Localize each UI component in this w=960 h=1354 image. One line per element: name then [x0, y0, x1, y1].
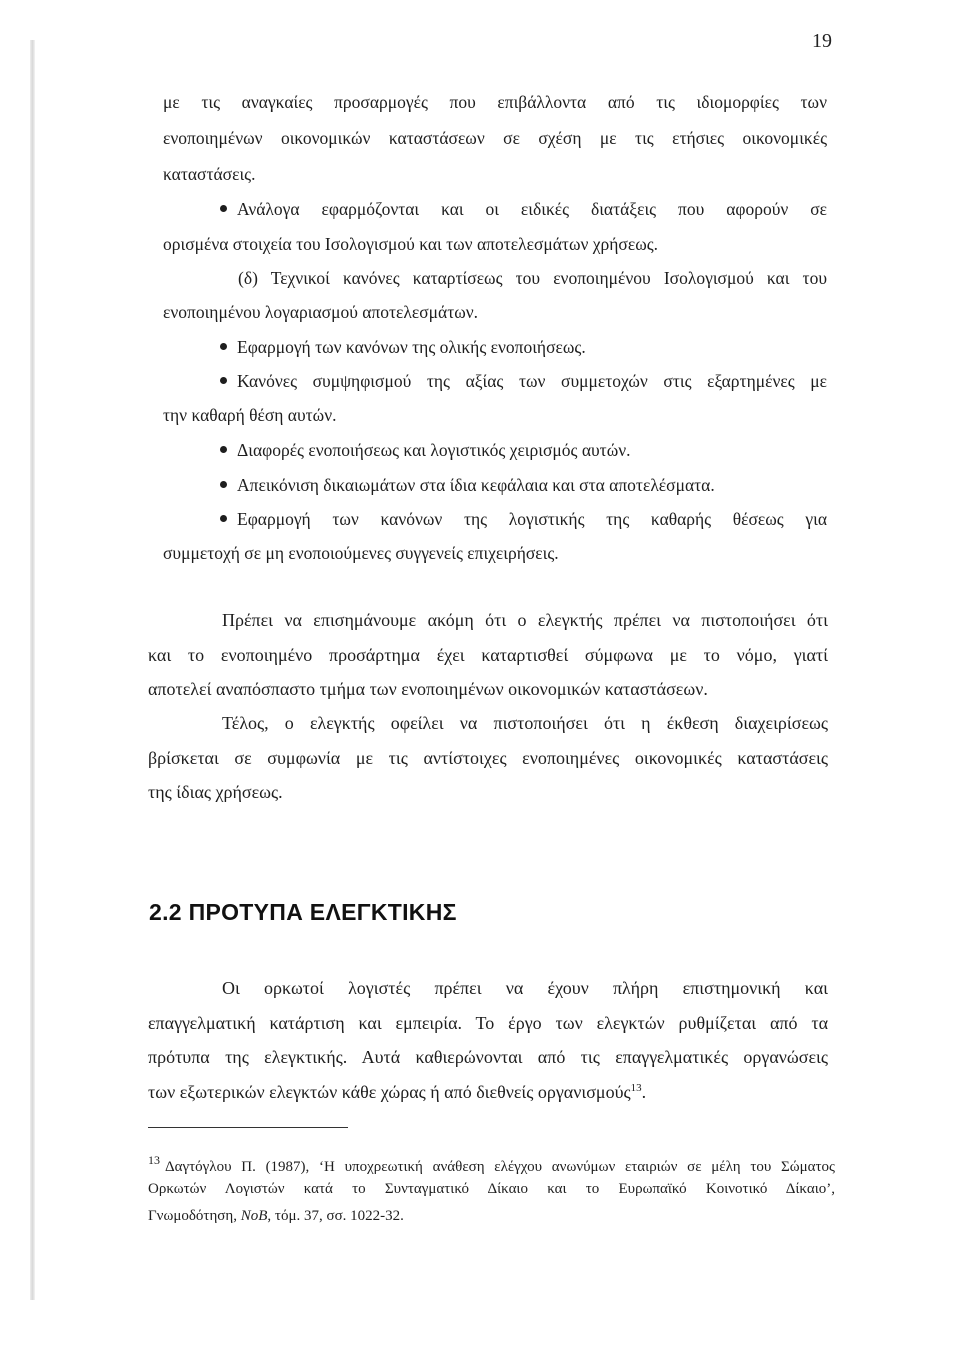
bullet-icon	[220, 205, 227, 212]
bullet-item	[220, 335, 827, 359]
footnote-line: Ορκωτών Λογιστών κατά το Συνταγματικό Δίκαιο και το Ευρωπαϊκό Κοινοτικό Δίκαιο’,	[148, 1181, 835, 1197]
paragraph-line: αποτελεί αναπόσπαστο τμήμα των ενοποιημένων οικονομικών καταστάσεων.	[148, 679, 708, 699]
paragraph-line: πρότυπα της ελεγκτικής. Αυτά καθιερώνονται από τις επαγγελματικές οργανώσεις	[148, 1047, 828, 1067]
paragraph-line: της ίδιας χρήσεως.	[148, 782, 283, 802]
paragraph-line: Οι ορκωτοί λογιστές πρέπει να έχουν πλήρη επιστημονική και	[222, 978, 828, 998]
footnote-text: , τόμ. 37, σσ. 1022-32.	[267, 1208, 404, 1224]
scan-edge-shadow	[30, 40, 35, 1300]
footnote-mark: 13	[148, 1153, 160, 1167]
footnote-line	[148, 1206, 835, 1226]
bullet-icon	[220, 446, 227, 453]
bullet-item	[220, 197, 827, 221]
paragraph-text: των εξωτερικών ελεγκτών κάθε χώρας ή από διεθνείς οργανισμούς	[148, 1082, 631, 1102]
text-line: ορισμένα στοιχεία του Ισολογισμού και των αποτελεσμάτων χρήσεως.	[163, 234, 659, 254]
bullet-item	[220, 507, 827, 531]
bullet-text: Απεικόνιση δικαιωμάτων στα ίδια κεφάλαια και στα αποτελέσματα.	[237, 475, 715, 495]
bullet-icon	[220, 481, 227, 488]
footnote-text: Δαγτόγλου Π. (1987), ‘Η υποχρεωτική ανάθεση ελέγχου ανωνύμων εταιριών σε μέλη του Σώματος	[165, 1159, 835, 1175]
paragraph-line: βρίσκεται σε συμφωνία με τις αντίστοιχες ενοποιημένες οικονομικές καταστάσεις	[148, 748, 828, 768]
footnote-separator	[148, 1127, 348, 1128]
bullet-text: Διαφορές ενοποιήσεως και λογιστικός χειρισμός αυτών.	[237, 440, 631, 460]
bullet-item	[220, 438, 827, 462]
footnote-line	[148, 1150, 835, 1177]
paragraph-line: και το ενοποιημένο προσάρτημα έχει καταρτισθεί σύμφωνα με το νόμο, γιατί	[148, 645, 828, 665]
bullet-text: Εφαρμογή των κανόνων της ολικής ενοποιήσεως.	[237, 337, 586, 357]
paragraph-line: Πρέπει να επισημάνουμε ακόμη ότι ο ελεγκτής πρέπει να πιστοποιήσει ότι	[222, 610, 828, 630]
bullet-item	[220, 369, 827, 393]
paragraph-line	[148, 1080, 828, 1104]
text-line: την καθαρή θέση αυτών.	[163, 405, 337, 425]
footnote-reference: 13	[630, 1082, 642, 1094]
section-heading: 2.2 ΠΡΟΤΥΠΑ ΕΛΕΓΚΤΙΚΗΣ	[149, 899, 457, 925]
paragraph-line: επαγγελματική κατάρτιση και εμπειρία. Το έργο των ελεγκτών ρυθμίζεται από τα	[148, 1013, 828, 1033]
bullet-icon	[220, 343, 227, 350]
bullet-item	[220, 473, 827, 497]
footnote-text: Γνωμοδότηση,	[148, 1208, 241, 1224]
text-line: ενοποιημένου λογαριασμού αποτελεσμάτων.	[163, 302, 479, 322]
bullet-icon	[220, 515, 227, 522]
text-line: καταστάσεις.	[163, 164, 256, 184]
footnote-journal: ΝοΒ	[240, 1208, 268, 1224]
sentence-end: .	[641, 1082, 647, 1102]
text-line: ενοποιημένων οικονομικών καταστάσεων σε σχέση με τις ετήσιες οικονομικές	[163, 128, 827, 148]
bullet-text: Κανόνες συμψηφισμού της αξίας των συμμετοχών στις εξαρτημένες με	[237, 371, 827, 391]
bullet-text: Ανάλογα εφαρμόζονται και οι ειδικές διατάξεις που αφορούν σε	[237, 199, 827, 219]
paragraph-line: Τέλος, ο ελεγκτής οφείλει να πιστοποιήσει ότι η έκθεση διαχειρίσεως	[222, 713, 828, 733]
text-line: (δ) Τεχνικοί κανόνες καταρτίσεως του ενοποιημένου Ισολογισμού και του	[238, 268, 827, 288]
text-line: συμμετοχή σε μη ενοποιούμενες συγγενείς επιχειρήσεις.	[163, 543, 559, 563]
bullet-text: Εφαρμογή των κανόνων της λογιστικής της καθαρής θέσεως για	[237, 509, 827, 529]
page-number: 19	[812, 30, 832, 52]
bullet-icon	[220, 377, 227, 384]
text-line: με τις αναγκαίες προσαρμογές που επιβάλλοντα από τις ιδιομορφίες των	[163, 92, 827, 112]
